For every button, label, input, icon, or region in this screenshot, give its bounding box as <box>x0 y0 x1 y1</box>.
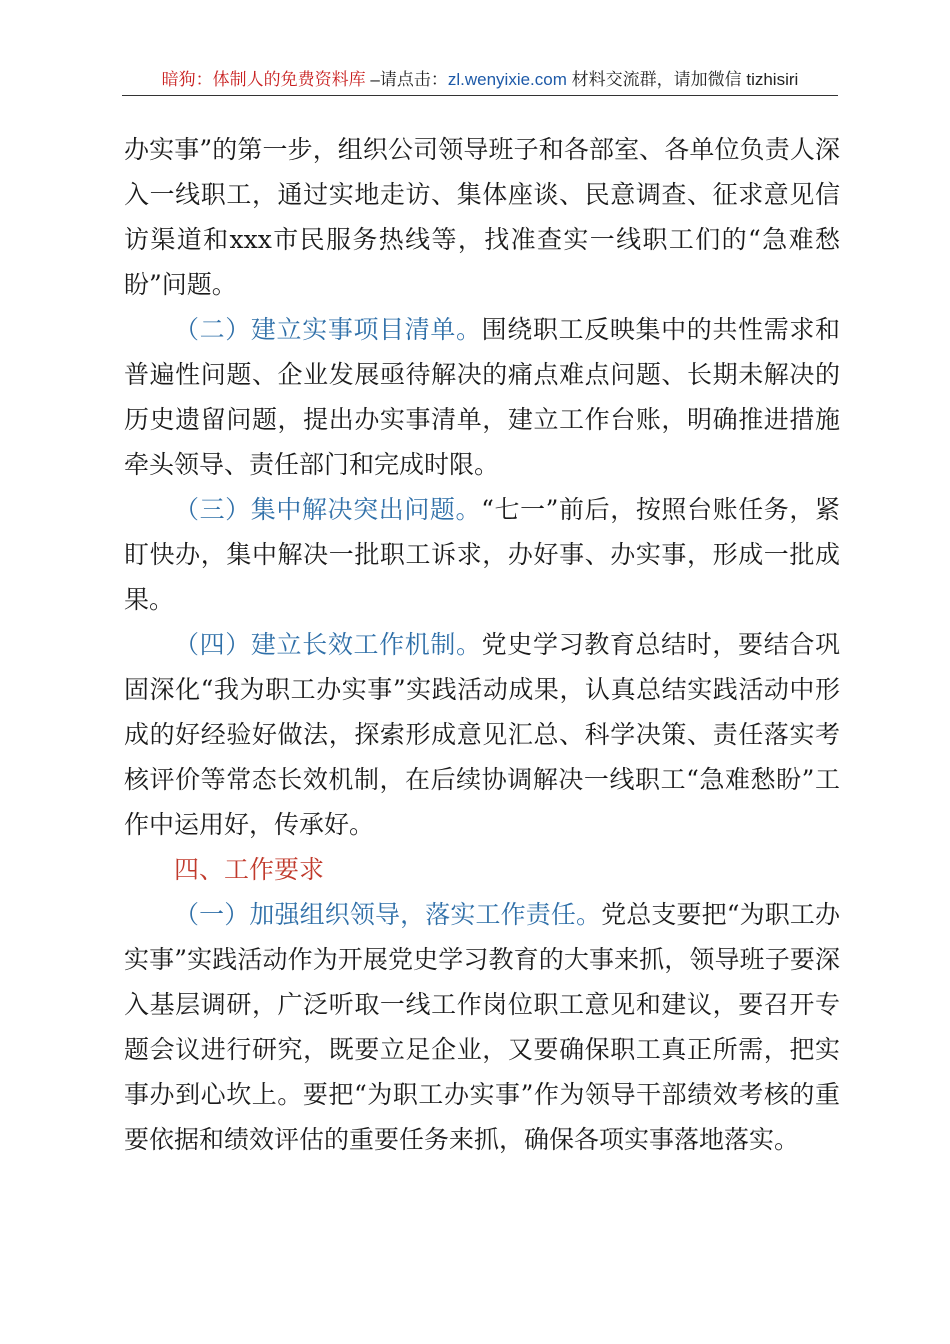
paragraph-text-requirement-1: 党总支要把“为职工办实事”实践活动作为开展党史学习教育的大事来抓，领导班子要深入基层调研，广泛听取一线工作岗位职工意见和建议，要召开专题会议进行研究，既要立足企业，又要确保职工真正所需，把实事办到心坎上。要把“为职工办实事”作为领导干部绩效考核的重要依据和绩效评估的重要任务来抓，确保各项实事落地落实。 <box>124 900 840 1154</box>
paragraph-item-3 <box>124 487 840 622</box>
section-heading-4: 四、工作要求 <box>174 855 325 884</box>
paragraph-text-item-3: “七一”前后，按照台账任务，紧盯快办，集中解决一批职工诉求，办好事、办实事，形成一批成果。 <box>124 495 840 614</box>
document-body <box>124 127 840 1162</box>
subheading-item-4: （四）建立长效工作机制。 <box>174 630 482 659</box>
paragraph-continued: 办实事”的第一步，组织公司领导班子和各部室、各单位负责人深入一线职工，通过实地走访、集体座谈、民意调查、征求意见信访渠道和xxx市民服务热线等，找准查实一线职工们的“急难愁盼”问题。 <box>124 135 840 299</box>
paragraph-text-item-4: 党史学习教育总结时，要结合巩固深化“我为职工办实事”实践活动成果，认真总结实践活动中形成的好经验好做法，探索形成意见汇总、科学决策、责任落实考核评价等常态长效机制，在后续协调解决一线职工“急难愁盼”工作中运用好，传承好。 <box>124 630 840 839</box>
subheading-item-2: （二）建立实事项目清单。 <box>174 315 482 344</box>
header-url-link[interactable]: zl.wenyixie.com <box>447 70 567 89</box>
subheading-item-3: （三）集中解决突出问题。 <box>174 495 482 524</box>
page-header <box>122 64 838 96</box>
subheading-requirement-1: （一）加强组织领导，落实工作责任。 <box>174 900 602 929</box>
paragraph-item-4 <box>124 622 840 847</box>
header-wechat-note: 材料交流群，请加微信 tizhisiri <box>566 70 799 89</box>
header-click-prompt: –请点击： <box>365 70 448 89</box>
paragraph-text-item-2: 围绕职工反映集中的共性需求和普遍性问题、企业发展亟待解决的痛点难点问题、长期未解决的历史遗留问题，提出办实事清单，建立工作台账，明确推进措施牵头领导、责任部门和完成时限。 <box>124 315 840 479</box>
header-divider <box>122 95 838 96</box>
paragraph-requirement-1 <box>124 892 840 1162</box>
header-site-name: 暗狗：体制人的免费资料库 <box>161 70 366 89</box>
paragraph-item-2 <box>124 307 840 487</box>
